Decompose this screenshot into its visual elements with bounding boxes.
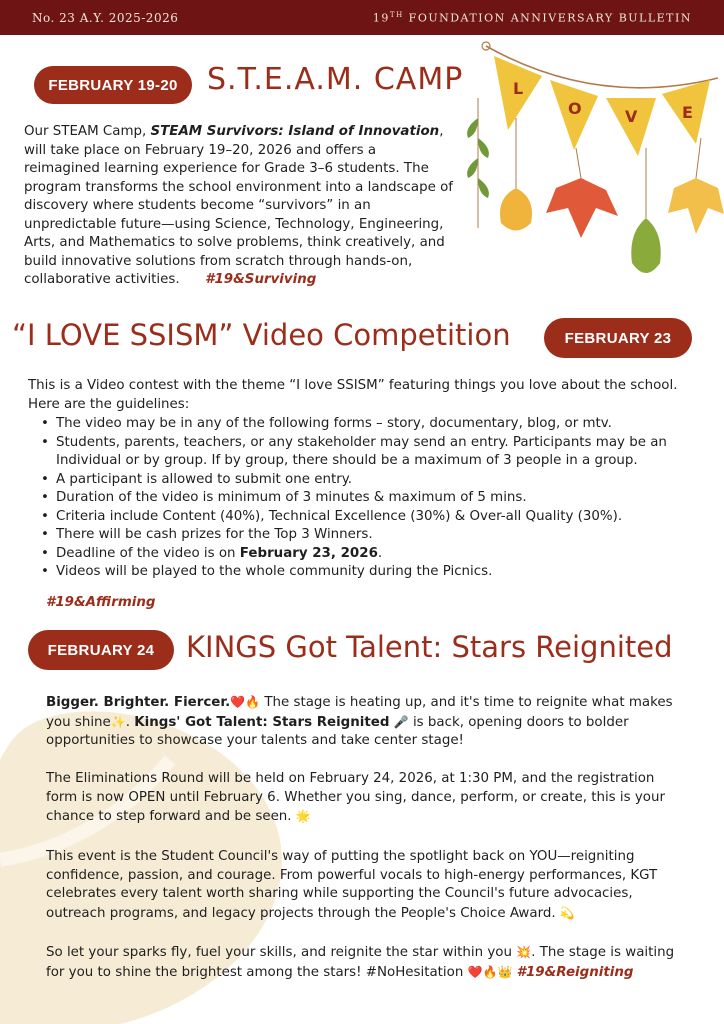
guidelines-list — [40, 415, 700, 582]
video-title: “I LOVE SSISM” Video Competition — [12, 318, 511, 352]
talent-title: KINGS Got Talent: Stars Reignited — [186, 630, 673, 664]
banner-letter: E — [682, 103, 693, 122]
maple-leaf-icon — [546, 178, 618, 238]
guideline-item: • There will be cash prizes for the Top 3 Winners. — [40, 526, 700, 545]
dizzy-icon: 💫 — [559, 905, 575, 920]
banner-letter: L — [513, 79, 524, 98]
guideline-item: • Deadline of the video is on February 23, 2026. — [40, 545, 700, 564]
issue-number: No. 23 A.Y. 2025-2026 — [32, 11, 179, 25]
video-date-pill: FEBRUARY 23 — [544, 318, 692, 358]
love-bunting-decoration — [456, 38, 724, 288]
top-bar — [0, 0, 724, 35]
sparkles-icon: ✨ — [110, 714, 126, 729]
video-hashtag: #19&Affirming — [46, 595, 156, 610]
talent-paragraph-3: This event is the Student Council's way of putting the spotlight back on YOU—reigniting confidence, passion, and courage. From powerful vocals to high-energy performances, KGT celebrates every talent worth sharing while supporting the Council's future advocacies, outreach programs, and legacy projects through the People's Choice Award. 💫 — [46, 849, 658, 921]
star-icon: 🌟 — [295, 809, 311, 823]
banner-letter: V — [625, 107, 638, 126]
steam-title: S.T.E.A.M. CAMP — [207, 62, 464, 97]
guideline-item: • Videos will be played to the whole community during the Picnics. — [40, 563, 700, 582]
leaf-icon — [631, 218, 660, 273]
video-intro: This is a Video contest with the theme “I love SSISM” featuring things you love about the school. Here are the guidelines: — [28, 378, 678, 412]
maple-leaf-icon — [668, 178, 724, 234]
talent-date-pill: FEBRUARY 24 — [28, 630, 174, 670]
heart-fire-icon: ❤️🔥 — [230, 695, 261, 709]
collision-icon: 💥 — [516, 945, 532, 959]
guideline-item: • Students, parents, teachers, or any stakeholder may send an entry. Participants may be an Individual or by group. If by group, there should be a maximum of 3 people in a group. — [40, 434, 700, 471]
talent-paragraph-4: So let your sparks fly, fuel your skills, and reignite the star within you 💥. The stage is waiting for you to shine the brightest among the stars! #NoHesitation ❤️🔥👑 #19&Reigniting — [46, 945, 675, 980]
heart-fire-crown-icon: ❤️🔥👑 — [467, 964, 513, 979]
guideline-item: • Criteria include Content (40%), Technical Excellence (30%) & Over-all Quality (30%). — [40, 508, 700, 527]
bulletin-title: 19TH FOUNDATION ANNIVERSARY BULLETIN — [372, 11, 692, 25]
steam-date-pill: FEBRUARY 19-20 — [34, 66, 192, 104]
banner-letter: O — [568, 99, 582, 118]
talent-paragraph-1: Bigger. Brighter. Fiercer.❤️🔥 The stage is heating up, and it's time to reignite what makes you shine✨. Kings' Got Talent: Stars Reignited 🎤 is back, opening doors to bolder opportunities to showcase your talents and take center stage! — [46, 695, 673, 748]
talent-paragraph-2: The Eliminations Round will be held on February 24, 2026, at 1:30 PM, and the registration form is now OPEN until February 6. Whether you sing, dance, perform, or create, this is your chance to step forward and be seen. 🌟 — [46, 771, 665, 824]
guideline-item: • A participant is allowed to submit one entry. — [40, 471, 700, 490]
guideline-item: • Duration of the video is minimum of 3 minutes & maximum of 5 mins. — [40, 489, 700, 508]
camp-name: STEAM Survivors: Island of Innovation — [150, 124, 440, 139]
guideline-item: • The video may be in any of the following forms – story, documentary, blog, or mtv. — [40, 415, 700, 434]
microphone-icon: 🎤 — [393, 714, 409, 729]
talent-hashtag: #19&Reigniting — [516, 964, 634, 980]
steam-paragraph: Our STEAM Camp, STEAM Survivors: Island of Innovation, will take place on February 19–20, 2026 and offers a reimagined learning experience for Grade 3–6 students. The program transforms the school environment into a landscape of discovery where students become “survivors” in an unpredictable future—using Science, Technology, Engineering, Arts, and Mathematics to solve problems, think creatively, and build innovative solutions from scratch through hands-on, collaborative activities. #19&Surviving — [24, 124, 453, 287]
steam-hashtag: #19&Surviving — [205, 272, 317, 287]
leaf-icon — [500, 188, 532, 231]
